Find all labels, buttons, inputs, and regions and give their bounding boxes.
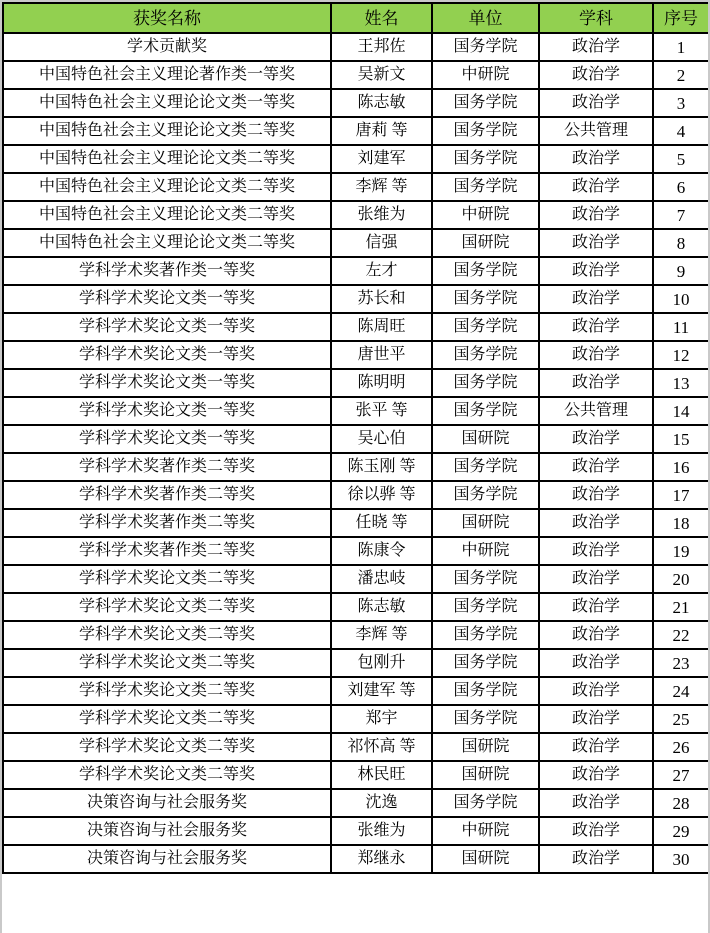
table-cell-name: 苏长和 xyxy=(331,285,432,313)
table-cell-index: 4 xyxy=(653,117,709,145)
table-cell-discipline: 公共管理 xyxy=(539,397,653,425)
table-cell-index: 19 xyxy=(653,537,709,565)
table-cell-index: 26 xyxy=(653,733,709,761)
table-cell-award: 中国特色社会主义理论著作类一等奖 xyxy=(3,61,331,89)
awards-table xyxy=(2,2,710,874)
table-cell-discipline: 政治学 xyxy=(539,705,653,733)
table-cell-unit: 国务学院 xyxy=(432,257,539,285)
table-row xyxy=(3,453,709,481)
table-cell-discipline: 政治学 xyxy=(539,145,653,173)
table-cell-discipline: 政治学 xyxy=(539,817,653,845)
table-cell-discipline: 政治学 xyxy=(539,509,653,537)
table-cell-unit: 国研院 xyxy=(432,509,539,537)
table-cell-name: 陈周旺 xyxy=(331,313,432,341)
table-cell-discipline: 政治学 xyxy=(539,481,653,509)
table-cell-unit: 国研院 xyxy=(432,733,539,761)
table-cell-discipline: 政治学 xyxy=(539,761,653,789)
table-cell-name: 陈志敏 xyxy=(331,89,432,117)
header-row xyxy=(3,3,709,33)
table-cell-name: 张维为 xyxy=(331,817,432,845)
table-cell-unit: 国务学院 xyxy=(432,369,539,397)
table-cell-award: 中国特色社会主义理论论文类二等奖 xyxy=(3,201,331,229)
table-cell-discipline: 政治学 xyxy=(539,453,653,481)
table-cell-index: 29 xyxy=(653,817,709,845)
table-cell-name: 潘忠岐 xyxy=(331,565,432,593)
table-cell-award: 学科学术奖著作类二等奖 xyxy=(3,537,331,565)
table-cell-award: 学科学术奖论文类二等奖 xyxy=(3,705,331,733)
table-cell-name: 信强 xyxy=(331,229,432,257)
table-row xyxy=(3,61,709,89)
table-cell-award: 学科学术奖论文类一等奖 xyxy=(3,369,331,397)
table-cell-award: 学科学术奖论文类二等奖 xyxy=(3,621,331,649)
table-cell-award: 学科学术奖论文类二等奖 xyxy=(3,761,331,789)
column-header-unit: 单位 xyxy=(432,3,539,33)
table-cell-unit: 国务学院 xyxy=(432,117,539,145)
table-cell-name: 唐莉 等 xyxy=(331,117,432,145)
table-row xyxy=(3,397,709,425)
table-cell-unit: 中研院 xyxy=(432,537,539,565)
table-cell-unit: 国务学院 xyxy=(432,649,539,677)
table-cell-unit: 国务学院 xyxy=(432,789,539,817)
table-cell-name: 陈明明 xyxy=(331,369,432,397)
table-row xyxy=(3,761,709,789)
table-cell-unit: 国务学院 xyxy=(432,285,539,313)
table-cell-discipline: 政治学 xyxy=(539,285,653,313)
table-cell-name: 陈康令 xyxy=(331,537,432,565)
table-cell-index: 28 xyxy=(653,789,709,817)
awards-table-body xyxy=(3,33,709,873)
table-cell-index: 10 xyxy=(653,285,709,313)
table-cell-award: 学科学术奖著作类一等奖 xyxy=(3,257,331,285)
table-cell-unit: 中研院 xyxy=(432,61,539,89)
table-cell-discipline: 公共管理 xyxy=(539,117,653,145)
table-cell-index: 8 xyxy=(653,229,709,257)
table-cell-unit: 中研院 xyxy=(432,201,539,229)
table-cell-award: 学科学术奖论文类一等奖 xyxy=(3,313,331,341)
table-cell-name: 王邦佐 xyxy=(331,33,432,61)
table-cell-discipline: 政治学 xyxy=(539,33,653,61)
table-cell-index: 9 xyxy=(653,257,709,285)
table-cell-award: 学科学术奖论文类二等奖 xyxy=(3,733,331,761)
table-row xyxy=(3,789,709,817)
table-cell-discipline: 政治学 xyxy=(539,61,653,89)
table-cell-discipline: 政治学 xyxy=(539,649,653,677)
table-cell-discipline: 政治学 xyxy=(539,89,653,117)
table-cell-index: 3 xyxy=(653,89,709,117)
table-cell-index: 18 xyxy=(653,509,709,537)
table-cell-discipline: 政治学 xyxy=(539,369,653,397)
table-row xyxy=(3,341,709,369)
table-cell-name: 徐以骅 等 xyxy=(331,481,432,509)
table-row xyxy=(3,509,709,537)
table-row xyxy=(3,285,709,313)
table-cell-name: 包刚升 xyxy=(331,649,432,677)
table-cell-name: 左才 xyxy=(331,257,432,285)
column-header-index: 序号 xyxy=(653,3,709,33)
table-cell-unit: 国务学院 xyxy=(432,173,539,201)
table-cell-discipline: 政治学 xyxy=(539,845,653,873)
table-cell-unit: 国务学院 xyxy=(432,593,539,621)
column-header-award: 获奖名称 xyxy=(3,3,331,33)
table-row xyxy=(3,33,709,61)
table-cell-name: 刘建军 等 xyxy=(331,677,432,705)
table-row xyxy=(3,817,709,845)
table-cell-name: 陈玉刚 等 xyxy=(331,453,432,481)
table-cell-name: 张平 等 xyxy=(331,397,432,425)
table-cell-unit: 国研院 xyxy=(432,761,539,789)
table-cell-discipline: 政治学 xyxy=(539,341,653,369)
table-cell-unit: 国务学院 xyxy=(432,341,539,369)
table-row xyxy=(3,173,709,201)
table-cell-award: 学科学术奖著作类二等奖 xyxy=(3,481,331,509)
table-cell-name: 李辉 等 xyxy=(331,621,432,649)
table-cell-award: 学科学术奖著作类二等奖 xyxy=(3,509,331,537)
table-cell-index: 7 xyxy=(653,201,709,229)
table-cell-index: 13 xyxy=(653,369,709,397)
table-cell-award: 中国特色社会主义理论论文类二等奖 xyxy=(3,117,331,145)
table-cell-index: 30 xyxy=(653,845,709,873)
table-cell-award: 学科学术奖论文类一等奖 xyxy=(3,341,331,369)
table-cell-index: 11 xyxy=(653,313,709,341)
column-header-discipline: 学科 xyxy=(539,3,653,33)
table-cell-unit: 国研院 xyxy=(432,229,539,257)
table-cell-award: 决策咨询与社会服务奖 xyxy=(3,789,331,817)
table-row xyxy=(3,201,709,229)
table-cell-index: 15 xyxy=(653,425,709,453)
table-cell-award: 决策咨询与社会服务奖 xyxy=(3,817,331,845)
table-row xyxy=(3,845,709,873)
table-cell-award: 决策咨询与社会服务奖 xyxy=(3,845,331,873)
table-cell-award: 学术贡献奖 xyxy=(3,33,331,61)
table-cell-name: 吴心伯 xyxy=(331,425,432,453)
table-cell-name: 陈志敏 xyxy=(331,593,432,621)
table-cell-unit: 国务学院 xyxy=(432,145,539,173)
table-cell-unit: 国务学院 xyxy=(432,621,539,649)
table-cell-unit: 国务学院 xyxy=(432,481,539,509)
table-row xyxy=(3,313,709,341)
table-cell-discipline: 政治学 xyxy=(539,173,653,201)
table-cell-index: 12 xyxy=(653,341,709,369)
table-cell-index: 14 xyxy=(653,397,709,425)
table-cell-discipline: 政治学 xyxy=(539,537,653,565)
table-cell-award: 中国特色社会主义理论论文类一等奖 xyxy=(3,89,331,117)
table-cell-award: 学科学术奖论文类一等奖 xyxy=(3,397,331,425)
table-cell-name: 吴新文 xyxy=(331,61,432,89)
table-cell-award: 学科学术奖论文类二等奖 xyxy=(3,677,331,705)
table-row xyxy=(3,593,709,621)
table-cell-name: 张维为 xyxy=(331,201,432,229)
table-row xyxy=(3,565,709,593)
table-cell-unit: 国务学院 xyxy=(432,677,539,705)
table-cell-name: 林民旺 xyxy=(331,761,432,789)
table-cell-award: 学科学术奖论文类一等奖 xyxy=(3,285,331,313)
table-cell-discipline: 政治学 xyxy=(539,313,653,341)
table-cell-index: 21 xyxy=(653,593,709,621)
table-cell-unit: 国务学院 xyxy=(432,33,539,61)
table-cell-discipline: 政治学 xyxy=(539,733,653,761)
table-row xyxy=(3,481,709,509)
table-cell-discipline: 政治学 xyxy=(539,257,653,285)
table-cell-discipline: 政治学 xyxy=(539,565,653,593)
table-cell-unit: 国务学院 xyxy=(432,453,539,481)
table-cell-name: 祁怀高 等 xyxy=(331,733,432,761)
table-row xyxy=(3,117,709,145)
table-cell-discipline: 政治学 xyxy=(539,425,653,453)
table-cell-unit: 国务学院 xyxy=(432,565,539,593)
table-cell-name: 李辉 等 xyxy=(331,173,432,201)
table-cell-discipline: 政治学 xyxy=(539,229,653,257)
table-cell-name: 沈逸 xyxy=(331,789,432,817)
table-cell-name: 唐世平 xyxy=(331,341,432,369)
table-cell-index: 1 xyxy=(653,33,709,61)
table-cell-discipline: 政治学 xyxy=(539,621,653,649)
table-row xyxy=(3,229,709,257)
table-row xyxy=(3,425,709,453)
table-cell-index: 17 xyxy=(653,481,709,509)
table-cell-discipline: 政治学 xyxy=(539,677,653,705)
table-cell-award: 学科学术奖论文类二等奖 xyxy=(3,593,331,621)
table-cell-unit: 国务学院 xyxy=(432,89,539,117)
table-row xyxy=(3,621,709,649)
table-cell-discipline: 政治学 xyxy=(539,593,653,621)
table-cell-index: 5 xyxy=(653,145,709,173)
table-row xyxy=(3,649,709,677)
awards-table-header xyxy=(3,3,709,33)
table-cell-index: 2 xyxy=(653,61,709,89)
table-cell-discipline: 政治学 xyxy=(539,201,653,229)
table-cell-index: 6 xyxy=(653,173,709,201)
table-cell-award: 中国特色社会主义理论论文类二等奖 xyxy=(3,229,331,257)
table-row xyxy=(3,705,709,733)
table-cell-name: 任晓 等 xyxy=(331,509,432,537)
table-cell-name: 郑宇 xyxy=(331,705,432,733)
table-cell-award: 中国特色社会主义理论论文类二等奖 xyxy=(3,145,331,173)
table-cell-award: 学科学术奖论文类二等奖 xyxy=(3,565,331,593)
table-row xyxy=(3,145,709,173)
table-cell-index: 22 xyxy=(653,621,709,649)
table-cell-discipline: 政治学 xyxy=(539,789,653,817)
table-cell-unit: 国务学院 xyxy=(432,313,539,341)
table-cell-index: 16 xyxy=(653,453,709,481)
table-row xyxy=(3,89,709,117)
column-header-name: 姓名 xyxy=(331,3,432,33)
table-cell-index: 27 xyxy=(653,761,709,789)
table-cell-award: 学科学术奖论文类一等奖 xyxy=(3,425,331,453)
table-row xyxy=(3,257,709,285)
table-cell-unit: 中研院 xyxy=(432,817,539,845)
table-row xyxy=(3,677,709,705)
table-cell-index: 23 xyxy=(653,649,709,677)
table-cell-index: 25 xyxy=(653,705,709,733)
table-cell-name: 刘建军 xyxy=(331,145,432,173)
table-cell-award: 中国特色社会主义理论论文类二等奖 xyxy=(3,173,331,201)
table-cell-award: 学科学术奖论文类二等奖 xyxy=(3,649,331,677)
table-cell-unit: 国研院 xyxy=(432,425,539,453)
table-cell-unit: 国务学院 xyxy=(432,397,539,425)
table-row xyxy=(3,369,709,397)
table-cell-unit: 国研院 xyxy=(432,845,539,873)
table-cell-index: 24 xyxy=(653,677,709,705)
table-cell-index: 20 xyxy=(653,565,709,593)
table-row xyxy=(3,733,709,761)
table-cell-name: 郑继永 xyxy=(331,845,432,873)
table-row xyxy=(3,537,709,565)
table-cell-unit: 国务学院 xyxy=(432,705,539,733)
table-cell-award: 学科学术奖著作类二等奖 xyxy=(3,453,331,481)
